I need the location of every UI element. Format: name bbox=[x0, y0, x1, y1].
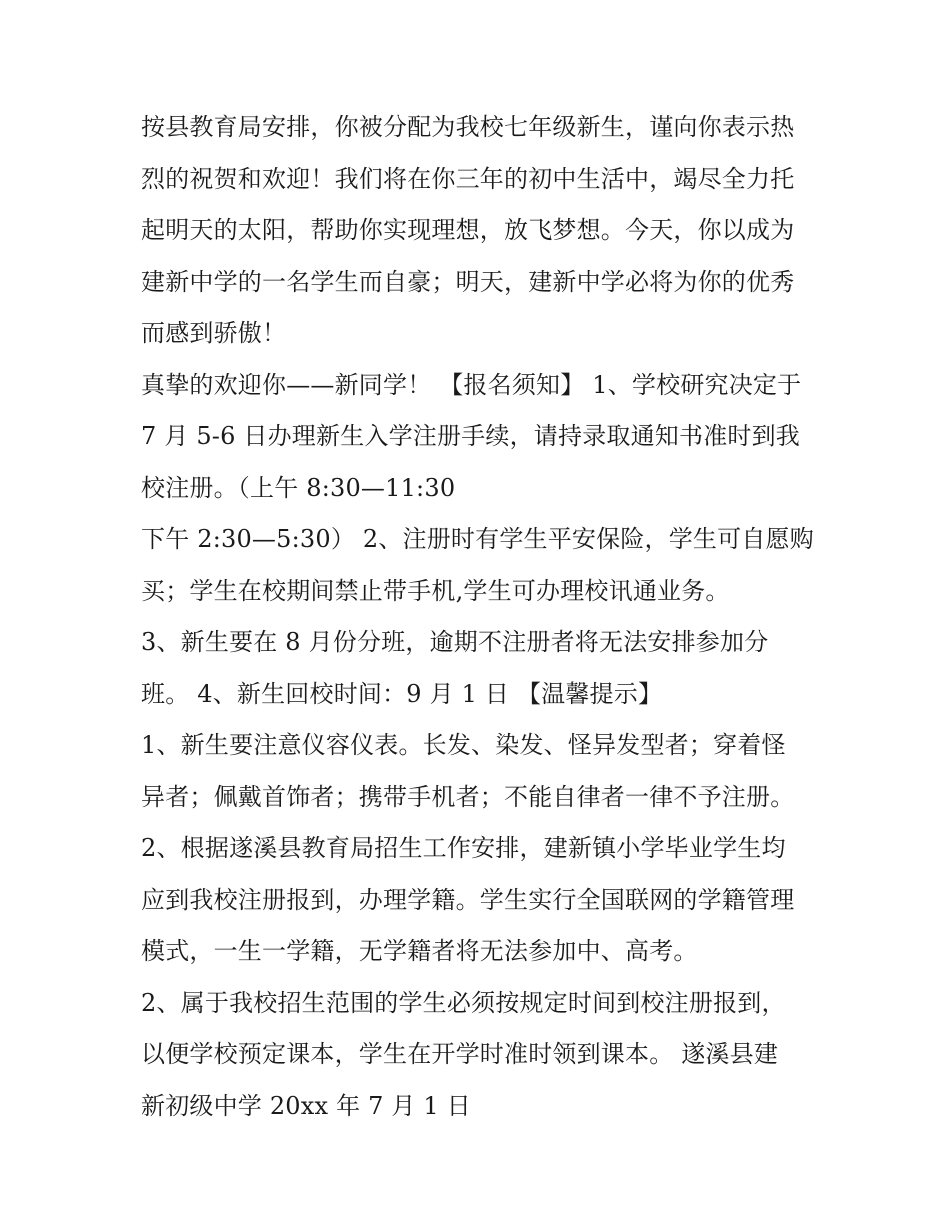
text-line: 班。 4、新生回校时间：9 月 1 日 【温馨提示】 bbox=[141, 679, 663, 708]
text-line: 烈的祝贺和欢迎！我们将在你三年的初中生活中，竭尽全力托 bbox=[141, 164, 795, 193]
text-line: 2、根据遂溪县教育局招生工作安排，建新镇小学毕业学生均 bbox=[141, 834, 786, 862]
document-body bbox=[141, 102, 821, 1132]
text-line: 3、新生要在 8 月份分班，逾期不注册者将无法安排参加分 bbox=[141, 628, 769, 656]
text-line: 以便学校预定课本，学生在开学时准时领到课本。 遂溪县建 bbox=[141, 1040, 779, 1068]
text-line: 校注册。（上午 8:30—11:30 bbox=[141, 473, 456, 502]
text-line: 买；学生在校期间禁止带手机,学生可办理校讯通业务。 bbox=[141, 576, 730, 605]
text-line: 1、新生要注意仪容仪表。长发、染发、怪异发型者；穿着怪 bbox=[141, 731, 786, 759]
text-line: 真挚的欢迎你——新同学！ 【报名须知】 1、学校研究决定于 bbox=[141, 370, 802, 399]
text-line: 新初级中学 20xx 年 7 月 1 日 bbox=[141, 1091, 471, 1120]
text-line: 按县教育局安排，你被分配为我校七年级新生，谨向你表示热 bbox=[141, 113, 795, 141]
text-line: 异者；佩戴首饰者；携带手机者；不能自律者一律不予注册。 bbox=[141, 782, 795, 811]
text-line: 而感到骄傲！ bbox=[141, 319, 287, 347]
text-line: 下午 2:30—5:30） 2、注册时有学生平安保险，学生可自愿购 bbox=[141, 525, 814, 553]
text-line: 建新中学的一名学生而自豪；明天，建新中学必将为你的优秀 bbox=[141, 267, 795, 296]
text-line: 起明天的太阳，帮助你实现理想，放飞梦想。今天，你以成为 bbox=[141, 216, 795, 244]
text-line: 7 月 5-6 日办理新生入学注册手续，请持录取通知书准时到我 bbox=[141, 422, 801, 450]
text-line: 模式，一生一学籍，无学籍者将无法参加中、高考。 bbox=[141, 937, 698, 965]
text-line: 应到我校注册报到，办理学籍。学生实行全国联网的学籍管理 bbox=[141, 885, 795, 914]
text-line: 2、属于我校招生范围的学生必须按规定时间到校注册报到， bbox=[141, 988, 786, 1017]
